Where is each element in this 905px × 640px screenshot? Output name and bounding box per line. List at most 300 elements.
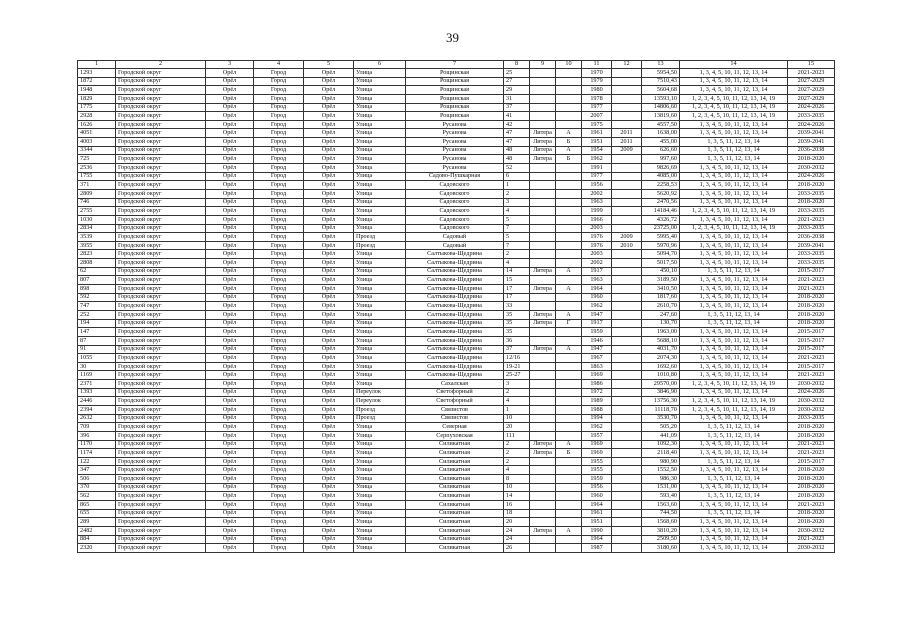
cell-building-letter <box>556 77 582 86</box>
cell-area: 3410,50 <box>642 285 680 294</box>
cell-building-label <box>530 466 556 475</box>
cell-reconstruction-year <box>612 544 642 553</box>
cell-municipality-type: Городской округ <box>116 69 206 78</box>
cell-house-number: 35 <box>504 328 530 337</box>
cell-municipality-name: Орёл <box>206 172 254 181</box>
cell-settlement-name: Орёл <box>304 138 354 147</box>
cell-building-label <box>530 302 556 311</box>
cell-municipality-type: Городской округ <box>116 405 206 414</box>
cell-settlement-name: Орёл <box>304 181 354 190</box>
cell-settlement-name: Орёл <box>304 146 354 155</box>
cell-record-id: 252 <box>78 310 116 319</box>
cell-building-label <box>530 77 556 86</box>
cell-building-label: Литера <box>530 440 556 449</box>
cell-works-list: 1, 3, 4, 5, 10, 11, 12, 13, 14 <box>680 241 788 250</box>
cell-repair-period: 2021-2023 <box>788 440 835 449</box>
cell-build-year: 1986 <box>582 380 612 389</box>
cell-repair-period: 2033-2035 <box>788 250 835 259</box>
cell-street-type: Улица <box>354 189 406 198</box>
cell-settlement-name: Орёл <box>304 69 354 78</box>
cell-area: 744,50 <box>642 509 680 518</box>
column-header: 10 <box>556 61 582 69</box>
cell-build-year: 1969 <box>582 440 612 449</box>
cell-municipality-name: Орёл <box>206 285 254 294</box>
cell-repair-period: 2018-2020 <box>788 492 835 501</box>
cell-repair-period: 2018-2020 <box>788 198 835 207</box>
cell-municipality-name: Орёл <box>206 138 254 147</box>
cell-municipality-name: Орёл <box>206 440 254 449</box>
cell-building-letter <box>556 397 582 406</box>
cell-street-name: Салтыкова-Щедрина <box>406 250 504 259</box>
cell-street-type: Улица <box>354 492 406 501</box>
column-header: 8 <box>504 61 530 69</box>
cell-street-type: Переулок <box>354 397 406 406</box>
cell-municipality-type: Городской округ <box>116 164 206 173</box>
table-row <box>78 371 835 380</box>
cell-repair-period: 2033-2035 <box>788 414 835 423</box>
cell-municipality-name: Орёл <box>206 233 254 242</box>
cell-reconstruction-year <box>612 94 642 103</box>
column-header: 3 <box>206 61 254 69</box>
cell-building-label <box>530 405 556 414</box>
cell-municipality-type: Городской округ <box>116 336 206 345</box>
cell-municipality-name: Орёл <box>206 164 254 173</box>
cell-settlement-name: Орёл <box>304 380 354 389</box>
cell-building-label <box>530 120 556 129</box>
cell-area: 593,40 <box>642 492 680 501</box>
cell-record-id: 506 <box>78 475 116 484</box>
cell-municipality-name: Орёл <box>206 535 254 544</box>
cell-street-name: Русанова <box>406 120 504 129</box>
cell-municipality-name: Орёл <box>206 146 254 155</box>
cell-settlement-name: Орёл <box>304 233 354 242</box>
cell-street-name: Салтыкова-Щедрина <box>406 371 504 380</box>
cell-area: 4031,70 <box>642 345 680 354</box>
cell-works-list: 1, 3, 4, 5, 10, 11, 12, 13, 14 <box>680 518 788 527</box>
table-row <box>78 172 835 181</box>
cell-repair-period: 2027-2029 <box>788 86 835 95</box>
cell-municipality-type: Городской округ <box>116 189 206 198</box>
cell-area: 2470,56 <box>642 198 680 207</box>
cell-record-id: 2394 <box>78 405 116 414</box>
cell-house-number: 10 <box>504 483 530 492</box>
table-row <box>78 492 835 501</box>
cell-settlement-name: Орёл <box>304 518 354 527</box>
cell-area: 11118,70 <box>642 405 680 414</box>
table-row <box>78 207 835 216</box>
cell-repair-period: 2033-2035 <box>788 112 835 121</box>
cell-build-year: 2003 <box>582 250 612 259</box>
cell-works-list: 1, 3, 4, 5, 10, 11, 12, 13, 14 <box>680 181 788 190</box>
cell-street-name: Салтыкова-Щедрина <box>406 310 504 319</box>
cell-settlement-type: Город <box>254 164 304 173</box>
cell-settlement-type: Город <box>254 94 304 103</box>
cell-building-letter <box>556 293 582 302</box>
cell-reconstruction-year <box>612 397 642 406</box>
cell-street-name: Садовского <box>406 215 504 224</box>
cell-settlement-name: Орёл <box>304 198 354 207</box>
cell-build-year: 1955 <box>582 466 612 475</box>
cell-building-letter <box>556 380 582 389</box>
table-row <box>78 466 835 475</box>
cell-settlement-type: Город <box>254 138 304 147</box>
cell-building-label <box>530 241 556 250</box>
cell-settlement-name: Орёл <box>304 285 354 294</box>
cell-build-year: 1987 <box>582 544 612 553</box>
cell-settlement-name: Орёл <box>304 457 354 466</box>
cell-settlement-name: Орёл <box>304 129 354 138</box>
cell-building-label <box>530 423 556 432</box>
cell-street-name: Садовый <box>406 241 504 250</box>
cell-works-list: 1, 3, 4, 5, 10, 11, 12, 13, 14 <box>680 164 788 173</box>
cell-repair-period: 2018-2020 <box>788 475 835 484</box>
cell-repair-period: 2030-2032 <box>788 397 835 406</box>
cell-municipality-type: Городской округ <box>116 526 206 535</box>
cell-building-letter <box>556 103 582 112</box>
cell-reconstruction-year <box>612 380 642 389</box>
cell-repair-period: 2021-2023 <box>788 276 835 285</box>
cell-municipality-type: Городской округ <box>116 483 206 492</box>
cell-municipality-type: Городской округ <box>116 103 206 112</box>
cell-area: 5954,50 <box>642 69 680 78</box>
cell-building-label: Литера <box>530 526 556 535</box>
cell-settlement-name: Орёл <box>304 164 354 173</box>
cell-settlement-type: Город <box>254 380 304 389</box>
cell-record-id: 2371 <box>78 380 116 389</box>
cell-street-type: Улица <box>354 345 406 354</box>
cell-record-id: 3539 <box>78 233 116 242</box>
cell-building-label <box>530 259 556 268</box>
cell-building-letter <box>556 483 582 492</box>
table-row <box>78 449 835 458</box>
cell-street-type: Улица <box>354 354 406 363</box>
cell-area: 505,20 <box>642 423 680 432</box>
cell-street-type: Улица <box>354 112 406 121</box>
cell-municipality-name: Орёл <box>206 354 254 363</box>
cell-record-id: 396 <box>78 431 116 440</box>
cell-building-letter: А <box>556 146 582 155</box>
cell-house-number: 2 <box>504 388 530 397</box>
cell-municipality-type: Городской округ <box>116 259 206 268</box>
cell-works-list: 1, 3, 5, 11, 12, 13, 14 <box>680 492 788 501</box>
cell-reconstruction-year <box>612 198 642 207</box>
cell-street-name: Рощинская <box>406 69 504 78</box>
cell-municipality-name: Орёл <box>206 475 254 484</box>
cell-reconstruction-year <box>612 492 642 501</box>
cell-settlement-type: Город <box>254 224 304 233</box>
cell-municipality-type: Городской округ <box>116 77 206 86</box>
cell-building-letter <box>556 69 582 78</box>
cell-street-name: Садово-Пушкарная <box>406 172 504 181</box>
cell-build-year: 1947 <box>582 310 612 319</box>
cell-repair-period: 2015-2017 <box>788 457 835 466</box>
cell-street-name: Садовского <box>406 224 504 233</box>
cell-municipality-name: Орёл <box>206 267 254 276</box>
cell-reconstruction-year <box>612 120 642 129</box>
cell-building-label: Литера <box>530 129 556 138</box>
cell-record-id: 1393 <box>78 388 116 397</box>
cell-repair-period: 2018-2020 <box>788 509 835 518</box>
cell-area: 13819,60 <box>642 112 680 121</box>
cell-works-list: 1, 3, 4, 5, 10, 11, 12, 13, 14 <box>680 388 788 397</box>
cell-settlement-type: Город <box>254 449 304 458</box>
cell-record-id: 1169 <box>78 371 116 380</box>
cell-settlement-type: Город <box>254 181 304 190</box>
cell-reconstruction-year <box>612 164 642 173</box>
cell-settlement-type: Город <box>254 302 304 311</box>
cell-reconstruction-year <box>612 388 642 397</box>
cell-building-label <box>530 380 556 389</box>
cell-street-type: Улица <box>354 285 406 294</box>
cell-reconstruction-year <box>612 215 642 224</box>
cell-settlement-name: Орёл <box>304 94 354 103</box>
table-row <box>78 380 835 389</box>
cell-street-name: Рощинская <box>406 112 504 121</box>
cell-street-name: Салтыкова-Щедрина <box>406 362 504 371</box>
cell-settlement-type: Город <box>254 146 304 155</box>
cell-works-list: 1, 3, 4, 5, 10, 11, 12, 13, 14 <box>680 215 788 224</box>
cell-municipality-type: Городской округ <box>116 86 206 95</box>
column-header: 7 <box>406 61 504 69</box>
cell-settlement-name: Орёл <box>304 354 354 363</box>
cell-works-list: 1, 3, 4, 5, 10, 11, 12, 13, 14 <box>680 302 788 311</box>
cell-house-number: 7 <box>504 224 530 233</box>
cell-settlement-type: Город <box>254 103 304 112</box>
cell-works-list: 1, 3, 5, 11, 12, 13, 14 <box>680 431 788 440</box>
table-row <box>78 544 835 553</box>
cell-settlement-type: Город <box>254 241 304 250</box>
cell-municipality-type: Городской округ <box>116 492 206 501</box>
cell-build-year: 1963 <box>582 276 612 285</box>
cell-street-name: Силикатная <box>406 466 504 475</box>
cell-street-type: Проезд <box>354 414 406 423</box>
cell-building-letter: А <box>556 129 582 138</box>
cell-works-list: 1, 3, 4, 5, 10, 11, 12, 13, 14 <box>680 198 788 207</box>
cell-settlement-name: Орёл <box>304 241 354 250</box>
cell-building-label: Литера <box>530 146 556 155</box>
cell-record-id: 747 <box>78 302 116 311</box>
cell-building-label <box>530 544 556 553</box>
cell-house-number: 37 <box>504 103 530 112</box>
cell-street-name: Силикатная <box>406 501 504 510</box>
cell-house-number: 2 <box>504 440 530 449</box>
cell-house-number: 6 <box>504 172 530 181</box>
cell-settlement-name: Орёл <box>304 544 354 553</box>
cell-settlement-type: Город <box>254 414 304 423</box>
cell-record-id: 122 <box>78 457 116 466</box>
cell-build-year: 1962 <box>582 302 612 311</box>
cell-area: 14184,46 <box>642 207 680 216</box>
cell-area: 3530,70 <box>642 414 680 423</box>
cell-build-year: 1978 <box>582 94 612 103</box>
cell-street-name: Силикатная <box>406 535 504 544</box>
cell-works-list: 1, 3, 4, 5, 10, 11, 12, 13, 14 <box>680 189 788 198</box>
cell-works-list: 1, 3, 5, 11, 12, 13, 14 <box>680 423 788 432</box>
cell-settlement-name: Орёл <box>304 345 354 354</box>
cell-house-number: 37 <box>504 345 530 354</box>
cell-settlement-type: Город <box>254 397 304 406</box>
cell-municipality-type: Городской округ <box>116 457 206 466</box>
cell-area: 13593,10 <box>642 94 680 103</box>
cell-building-letter <box>556 371 582 380</box>
cell-municipality-type: Городской округ <box>116 518 206 527</box>
cell-building-letter <box>556 241 582 250</box>
cell-municipality-name: Орёл <box>206 112 254 121</box>
cell-municipality-name: Орёл <box>206 224 254 233</box>
cell-record-id: 147 <box>78 328 116 337</box>
cell-building-letter <box>556 112 582 121</box>
table-row <box>78 509 835 518</box>
cell-settlement-type: Город <box>254 233 304 242</box>
cell-building-letter <box>556 388 582 397</box>
cell-settlement-type: Город <box>254 509 304 518</box>
cell-repair-period: 2033-2035 <box>788 189 835 198</box>
column-header: 14 <box>680 61 788 69</box>
cell-street-type: Улица <box>354 198 406 207</box>
cell-building-letter <box>556 457 582 466</box>
cell-settlement-name: Орёл <box>304 397 354 406</box>
page-number: 39 <box>446 30 459 45</box>
table-row <box>78 77 835 86</box>
cell-house-number: 16 <box>504 501 530 510</box>
cell-municipality-type: Городской округ <box>116 371 206 380</box>
cell-settlement-type: Город <box>254 120 304 129</box>
cell-record-id: 725 <box>78 155 116 164</box>
cell-repair-period: 2018-2020 <box>788 293 835 302</box>
cell-settlement-name: Орёл <box>304 215 354 224</box>
cell-house-number: 15 <box>504 276 530 285</box>
cell-street-name: Русанова <box>406 129 504 138</box>
cell-street-type: Улица <box>354 336 406 345</box>
cell-street-type: Улица <box>354 475 406 484</box>
table-row <box>78 362 835 371</box>
cell-municipality-type: Городской округ <box>116 120 206 129</box>
cell-municipality-name: Орёл <box>206 189 254 198</box>
cell-municipality-name: Орёл <box>206 423 254 432</box>
cell-municipality-type: Городской округ <box>116 501 206 510</box>
table-row <box>78 276 835 285</box>
cell-repair-period: 2030-2032 <box>788 164 835 173</box>
cell-reconstruction-year <box>612 224 642 233</box>
cell-record-id: 1829 <box>78 94 116 103</box>
column-header: 4 <box>254 61 304 69</box>
cell-house-number: 48 <box>504 155 530 164</box>
cell-house-number: 52 <box>504 164 530 173</box>
cell-building-letter <box>556 198 582 207</box>
cell-build-year: 1999 <box>582 207 612 216</box>
cell-repair-period: 2021-2023 <box>788 215 835 224</box>
cell-area: 1531,00 <box>642 483 680 492</box>
cell-building-letter <box>556 362 582 371</box>
table-row <box>78 328 835 337</box>
cell-area: 3189,50 <box>642 276 680 285</box>
cell-municipality-name: Орёл <box>206 501 254 510</box>
cell-repair-period: 2021-2023 <box>788 69 835 78</box>
cell-settlement-name: Орёл <box>304 492 354 501</box>
cell-municipality-type: Городской округ <box>116 449 206 458</box>
cell-settlement-name: Орёл <box>304 207 354 216</box>
column-header: 9 <box>530 61 556 69</box>
cell-reconstruction-year <box>612 371 642 380</box>
cell-building-letter: Б <box>556 155 582 164</box>
table-row <box>78 535 835 544</box>
cell-street-name: Силикатная <box>406 449 504 458</box>
cell-build-year: 1951 <box>582 138 612 147</box>
cell-works-list: 1, 3, 4, 5, 10, 11, 12, 13, 14 <box>680 250 788 259</box>
cell-repair-period: 2024-2026 <box>788 103 835 112</box>
cell-settlement-type: Город <box>254 198 304 207</box>
cell-municipality-name: Орёл <box>206 380 254 389</box>
cell-settlement-name: Орёл <box>304 302 354 311</box>
cell-reconstruction-year <box>612 483 642 492</box>
cell-reconstruction-year <box>612 69 642 78</box>
cell-building-letter <box>556 466 582 475</box>
cell-street-type: Улица <box>354 276 406 285</box>
cell-street-type: Улица <box>354 423 406 432</box>
cell-works-list: 1, 3, 4, 5, 10, 11, 12, 13, 14 <box>680 293 788 302</box>
cell-street-type: Переулок <box>354 388 406 397</box>
cell-building-label <box>530 276 556 285</box>
cell-building-letter <box>556 414 582 423</box>
cell-street-type: Улица <box>354 371 406 380</box>
cell-area: 441,09 <box>642 431 680 440</box>
cell-works-list: 1, 3, 4, 5, 10, 11, 12, 13, 14 <box>680 354 788 363</box>
cell-street-type: Улица <box>354 440 406 449</box>
cell-area: 986,30 <box>642 475 680 484</box>
cell-reconstruction-year <box>612 86 642 95</box>
cell-street-type: Улица <box>354 155 406 164</box>
cell-works-list: 1, 3, 4, 5, 10, 11, 12, 13, 14 <box>680 526 788 535</box>
cell-street-name: Силикатная <box>406 518 504 527</box>
cell-building-letter <box>556 207 582 216</box>
table-row <box>78 293 835 302</box>
cell-repair-period: 2024-2026 <box>788 388 835 397</box>
cell-works-list: 1, 3, 4, 5, 10, 11, 12, 13, 14 <box>680 233 788 242</box>
cell-municipality-name: Орёл <box>206 302 254 311</box>
cell-building-letter <box>556 276 582 285</box>
cell-record-id: 87 <box>78 336 116 345</box>
cell-house-number: 5 <box>504 233 530 242</box>
cell-building-label <box>530 483 556 492</box>
table-row <box>78 336 835 345</box>
cell-area: 9826,69 <box>642 164 680 173</box>
cell-street-name: Салтыкова-Щедрина <box>406 302 504 311</box>
cell-municipality-type: Городской округ <box>116 423 206 432</box>
cell-reconstruction-year <box>612 276 642 285</box>
cell-street-name: Салтыкова-Щедрина <box>406 354 504 363</box>
cell-settlement-name: Орёл <box>304 483 354 492</box>
cell-settlement-type: Город <box>254 518 304 527</box>
cell-build-year: 1979 <box>582 77 612 86</box>
cell-municipality-name: Орёл <box>206 310 254 319</box>
table-row <box>78 345 835 354</box>
cell-street-type: Улица <box>354 172 406 181</box>
table-row <box>78 310 835 319</box>
cell-street-type: Улица <box>354 362 406 371</box>
cell-settlement-name: Орёл <box>304 414 354 423</box>
cell-municipality-type: Городской округ <box>116 112 206 121</box>
cell-works-list: 1, 3, 4, 5, 10, 11, 12, 13, 14 <box>680 544 788 553</box>
cell-repair-period: 2039-2041 <box>788 241 835 250</box>
cell-settlement-type: Город <box>254 526 304 535</box>
table-row <box>78 319 835 328</box>
cell-area: 626,60 <box>642 146 680 155</box>
cell-municipality-type: Городской округ <box>116 414 206 423</box>
table-row <box>78 501 835 510</box>
cell-area: 1010,80 <box>642 371 680 380</box>
column-header: 1 <box>78 61 116 69</box>
cell-reconstruction-year <box>612 172 642 181</box>
